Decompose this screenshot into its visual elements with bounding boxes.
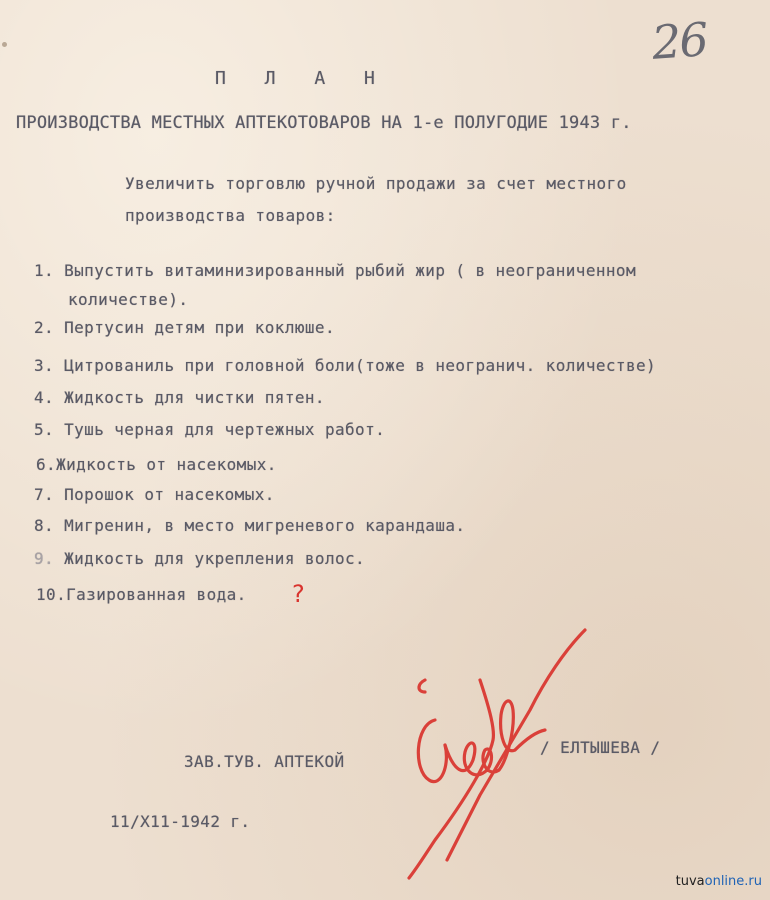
document-title: П Л А Н — [215, 68, 389, 89]
list-item — [36, 585, 247, 604]
item-text: Выпустить витаминизированный рыбий жир ( в неограниченном — [54, 261, 636, 280]
item-text: Газированная вода. — [66, 585, 247, 604]
signatory-position: ЗАВ.ТУВ. АПТЕКОЙ — [184, 752, 345, 771]
item-number: 7. — [34, 485, 55, 504]
list-item — [34, 485, 275, 504]
list-item — [34, 388, 325, 407]
item-text: Цитрованиль при головной боли(тоже в неогранич. количестве) — [54, 356, 657, 375]
list-item-continuation: количестве). — [68, 290, 189, 309]
watermark-part-2: online.ru — [704, 874, 762, 889]
item-text: Жидкость для чистки пятен. — [54, 388, 325, 407]
list-item — [34, 356, 656, 375]
watermark-part-1: tuva — [675, 874, 705, 889]
item-number: 10. — [36, 585, 67, 604]
item-number: 2. — [34, 318, 55, 337]
signatory-name: / ЕЛТЫШЕВА / — [540, 738, 661, 757]
list-item — [34, 549, 365, 568]
item-number: 8. — [34, 516, 55, 535]
item-number: 5. — [34, 420, 55, 439]
list-item — [34, 516, 465, 535]
item-number: 3. — [34, 356, 55, 375]
item-number: 9. — [34, 549, 55, 568]
site-watermark — [676, 874, 762, 889]
item-text: Мигренин, в место мигреневого карандаша. — [54, 516, 466, 535]
intro-line-1: Увеличить торговлю ручной продажи за счет местного — [125, 174, 627, 193]
intro-line-2: производства товаров: — [125, 206, 336, 225]
list-item — [34, 420, 385, 439]
document-subtitle: ПРОИЗВОДСТВА МЕСТНЫХ АПТЕКОТОВАРОВ НА 1-е ПОЛУГОДИЕ 1943 г. — [16, 113, 632, 133]
item-text: Пертусин детям при коклюше. — [54, 318, 335, 337]
red-pencil-signature — [395, 620, 595, 890]
item-text: Тушь черная для чертежных работ. — [54, 420, 386, 439]
item-number: 4. — [34, 388, 55, 407]
paper-punch-mark — [2, 42, 7, 47]
item-number: 1. — [34, 261, 55, 280]
list-item — [34, 261, 636, 280]
handwritten-page-number: 26 — [650, 12, 709, 70]
item-text: Жидкость для укрепления волос. — [54, 549, 366, 568]
item-text: Порошок от насекомых. — [54, 485, 275, 504]
item-text: Жидкость от насекомых. — [56, 455, 277, 474]
list-item — [36, 455, 277, 474]
item-number: 6. — [36, 455, 57, 474]
red-question-mark-annotation: ? — [292, 580, 305, 608]
list-item — [34, 318, 335, 337]
document-date: 11/Х11-1942 г. — [110, 812, 251, 831]
